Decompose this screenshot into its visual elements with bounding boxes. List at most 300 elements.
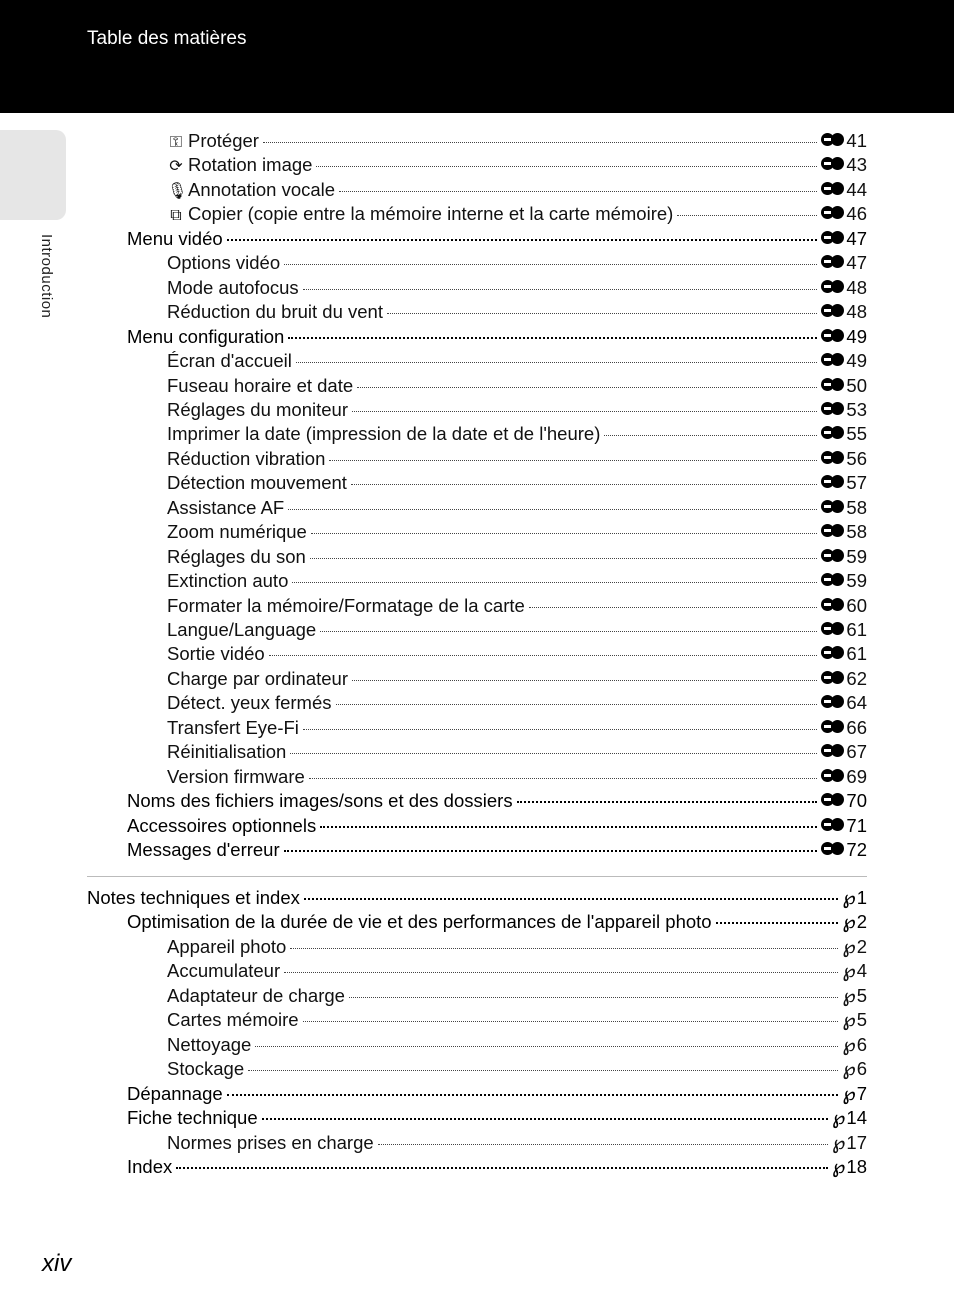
toc-page-number: 58	[846, 521, 867, 543]
toc-entry[interactable]	[167, 717, 867, 741]
toc-entry-label	[167, 1009, 299, 1031]
toc-page-number: 49	[846, 325, 867, 347]
technical-notes-icon: ℘	[842, 936, 856, 958]
toc-page-number: 59	[846, 570, 867, 592]
dot-leader	[349, 996, 839, 998]
toc-page-ref	[842, 911, 867, 934]
toc-page-number: 61	[846, 643, 867, 665]
toc-entry[interactable]	[127, 1107, 867, 1131]
technical-notes-icon: ℘	[842, 1034, 856, 1056]
toc-page-ref	[821, 839, 867, 861]
toc-page-ref	[832, 1107, 867, 1130]
dot-leader	[336, 703, 818, 705]
toc-page-ref	[821, 570, 867, 592]
toc-page-ref	[821, 692, 867, 714]
toc-page-number: 48	[846, 301, 867, 323]
toc-entry-label	[167, 692, 332, 714]
toc-entry-text: Menu vidéo	[127, 227, 223, 249]
toc-page-ref	[821, 448, 867, 470]
toc-page-ref	[842, 985, 867, 1008]
reference-section-icon	[821, 156, 845, 173]
toc-entry[interactable]	[127, 326, 867, 350]
toc-page-ref	[821, 521, 867, 543]
technical-notes-icon: ℘	[842, 912, 856, 934]
toc-entry-text: Détection mouvement	[167, 472, 347, 494]
toc-entry-text: Optimisation de la durée de vie et des performances de l'appareil photo	[127, 911, 712, 933]
toc-entry-text: Index	[127, 1155, 173, 1177]
toc-page-number: 71	[846, 814, 867, 836]
toc-entry[interactable]	[127, 1083, 867, 1107]
toc-entry-label	[167, 277, 299, 299]
toc-page-number: 67	[846, 741, 867, 763]
toc-page-number: 66	[846, 716, 867, 738]
toc-entry-label	[167, 717, 299, 739]
toc-page-ref	[821, 350, 867, 372]
toc-entry-label	[167, 570, 288, 592]
toc-page-number: 43	[846, 154, 867, 176]
toc-entry-label	[127, 1107, 258, 1129]
toc-page-ref	[821, 375, 867, 397]
toc-entry-label	[167, 399, 348, 421]
toc-entry-label	[167, 1058, 244, 1080]
toc-page-ref	[842, 1034, 867, 1057]
reference-section-icon	[821, 132, 845, 149]
toc-page-number: 59	[846, 545, 867, 567]
reference-section-icon	[821, 841, 845, 858]
toc-entry-label	[127, 1156, 172, 1178]
toc-page-ref	[821, 717, 867, 739]
toc-entry[interactable]	[167, 643, 867, 667]
technical-notes-icon: ℘	[842, 1083, 856, 1105]
toc-entry-label	[167, 350, 292, 372]
toc-page-ref	[842, 1009, 867, 1032]
toc-page-number: 49	[846, 350, 867, 372]
dot-leader	[378, 1143, 829, 1145]
microphone-icon: 🎙	[167, 182, 188, 200]
toc-entry-label	[127, 228, 223, 250]
toc-entry-label	[167, 985, 345, 1007]
toc-entry-label	[167, 668, 348, 690]
reference-section-icon	[821, 474, 845, 491]
toc-entry-text: Imprimer la date (impression de la date et de l'heure)	[167, 423, 601, 445]
toc-entry-label	[127, 911, 712, 933]
toc-page-ref	[842, 887, 867, 910]
dot-leader	[296, 361, 818, 363]
reference-section-icon	[821, 523, 845, 540]
technical-notes-icon: ℘	[842, 1010, 856, 1032]
toc-page-number: 46	[846, 203, 867, 225]
dot-leader	[329, 459, 817, 461]
toc-entry[interactable]	[167, 154, 867, 178]
reference-section-icon	[821, 205, 845, 222]
toc-page-number: 18	[846, 1155, 867, 1177]
toc-entry-text: Nettoyage	[167, 1033, 252, 1055]
toc-entry[interactable]	[167, 1034, 867, 1058]
toc-page-ref	[821, 668, 867, 690]
toc-entry[interactable]	[167, 472, 867, 496]
dot-leader	[352, 679, 817, 681]
toc-entry-label	[167, 595, 525, 617]
toc-page-ref	[821, 399, 867, 421]
toc-entry[interactable]	[167, 619, 867, 643]
toc-entry-label	[167, 448, 325, 470]
toc-page-ref	[821, 130, 867, 152]
reference-section-icon	[821, 817, 845, 834]
dot-leader	[311, 532, 818, 534]
toc-entry[interactable]	[167, 692, 867, 716]
toc-page-ref	[821, 766, 867, 788]
reference-section-icon	[821, 303, 845, 320]
toc-entry[interactable]	[167, 936, 867, 960]
toc-page-number: 4	[856, 960, 867, 982]
dot-leader	[288, 508, 817, 510]
toc-page-ref	[821, 741, 867, 763]
dot-leader	[352, 410, 817, 412]
toc-entry[interactable]	[167, 203, 867, 227]
section-tab-label: Introduction	[38, 234, 55, 319]
toc-entry[interactable]	[167, 350, 867, 374]
toc-page-number: 72	[846, 839, 867, 861]
toc-page-ref	[821, 497, 867, 519]
toc-entry-text: Fiche technique	[127, 1107, 258, 1129]
dot-leader	[309, 777, 818, 779]
toc-entry[interactable]	[127, 1156, 867, 1180]
toc-entry[interactable]	[167, 595, 867, 619]
toc-page-number: 60	[846, 594, 867, 616]
toc-page-number: 6	[856, 1033, 867, 1055]
reference-section-icon	[821, 377, 845, 394]
toc-page-number: 57	[846, 472, 867, 494]
toc-entry[interactable]	[167, 668, 867, 692]
toc-page-ref	[821, 154, 867, 176]
toc-page-number: 61	[846, 619, 867, 640]
toc-entry-label	[127, 1083, 223, 1105]
toc-page-ref	[832, 1156, 867, 1179]
dot-leader	[320, 630, 817, 632]
toc-page-ref	[821, 252, 867, 274]
toc-page-ref	[821, 595, 867, 617]
technical-notes-icon: ℘	[842, 888, 856, 909]
toc-page-ref	[842, 960, 867, 983]
toc-page-number: 14	[846, 1107, 867, 1129]
reference-section-icon	[821, 279, 845, 296]
toc-page-ref	[821, 815, 867, 837]
toc-entry[interactable]	[167, 277, 867, 301]
toc-entry-text: Réinitialisation	[167, 741, 287, 763]
dot-leader	[316, 165, 817, 167]
dot-leader	[320, 825, 817, 828]
toc-entry-label	[167, 936, 286, 958]
toc-entry[interactable]	[167, 546, 867, 570]
reference-section-icon	[821, 670, 845, 687]
toc-page-number: 47	[846, 252, 867, 274]
toc-entry-text: Notes techniques et index	[87, 887, 300, 908]
toc-page-number: 2	[856, 935, 867, 957]
toc-entry-label	[127, 326, 284, 348]
reference-section-icon	[821, 621, 845, 638]
toc-page-number: 6	[856, 1058, 867, 1080]
reference-section-icon	[821, 254, 845, 271]
reference-section-icon	[821, 792, 845, 809]
dot-leader	[227, 238, 818, 241]
dot-leader	[288, 336, 817, 339]
reference-section-icon	[821, 230, 845, 247]
toc-entry-label	[167, 497, 284, 519]
toc-entry-text: Fuseau horaire et date	[167, 374, 354, 396]
reference-section-icon	[821, 572, 845, 589]
toc-entry-label	[167, 766, 305, 788]
technical-notes-icon: ℘	[832, 1108, 846, 1130]
toc-page-ref	[821, 423, 867, 445]
toc-page-number: 5	[856, 984, 867, 1006]
toc-page-number: 64	[846, 692, 867, 714]
toc-entry-text: Extinction auto	[167, 570, 289, 592]
dot-leader	[529, 606, 818, 608]
toc-entry[interactable]	[167, 130, 867, 154]
toc-entry-text: Normes prises en charge	[167, 1131, 374, 1153]
toc-entry[interactable]	[167, 570, 867, 594]
toc-entry-label	[167, 1132, 374, 1154]
toc-page-ref	[821, 472, 867, 494]
toc-entry-label	[167, 154, 312, 176]
reference-section-icon	[821, 450, 845, 467]
toc-entry-label	[127, 839, 280, 861]
toc-page-ref	[842, 936, 867, 959]
reference-section-icon	[821, 181, 845, 198]
toc-entry-label	[167, 643, 265, 665]
toc-entry-label	[167, 619, 316, 641]
copy-icon: ⧉	[170, 207, 182, 225]
toc-entry-text: Dépannage	[127, 1082, 223, 1104]
dot-leader	[176, 1166, 828, 1169]
dot-leader	[262, 1117, 829, 1120]
toc-entry[interactable]	[87, 887, 867, 911]
toc-entry[interactable]	[167, 960, 867, 984]
toc-entry-text: Détect. yeux fermés	[167, 692, 332, 714]
toc-page-ref	[821, 619, 867, 641]
reference-section-icon	[821, 425, 845, 442]
toc-page-number: 69	[846, 765, 867, 787]
toc-page-ref	[821, 790, 867, 812]
toc-entry-label	[167, 546, 306, 568]
toc-entry-text: Assistance AF	[167, 496, 285, 518]
reference-section-icon	[821, 352, 845, 369]
reference-section-icon	[821, 694, 845, 711]
toc-entry-label	[127, 790, 513, 812]
dot-leader	[227, 1093, 839, 1096]
dot-leader	[284, 849, 818, 852]
toc-page-number: 7	[856, 1082, 867, 1104]
toc-page-number: 44	[846, 178, 867, 200]
dot-leader	[290, 752, 817, 754]
reference-section-icon	[821, 499, 845, 516]
toc-entry-text: Transfert Eye-Fi	[167, 716, 299, 738]
dot-leader	[303, 728, 818, 730]
dot-leader	[303, 1020, 839, 1022]
reference-section-icon	[821, 768, 845, 785]
toc-entry[interactable]	[167, 766, 867, 790]
toc-page-number: 5	[856, 1009, 867, 1031]
section-tab	[0, 130, 66, 220]
dot-leader	[517, 800, 818, 803]
toc-entry-text: Accessoires optionnels	[127, 814, 317, 836]
toc-entry-label	[87, 887, 300, 909]
dot-leader	[263, 141, 817, 143]
toc-entry[interactable]	[167, 448, 867, 472]
toc-entry-text: Charge par ordinateur	[167, 667, 348, 689]
toc-entry-text: Protéger	[188, 130, 259, 151]
toc-entry-text: Copier (copie entre la mémoire interne et la carte mémoire)	[188, 203, 674, 225]
header-title: Table des matières	[87, 28, 247, 49]
toc-page-number: 17	[846, 1131, 867, 1153]
toc-page-number: 55	[846, 423, 867, 445]
dot-leader	[303, 288, 818, 290]
technical-notes-icon: ℘	[842, 985, 856, 1007]
toc-page-ref	[832, 1132, 867, 1155]
dot-leader	[339, 190, 817, 192]
toc-entry-text: Sortie vidéo	[167, 643, 265, 665]
reference-section-icon	[821, 719, 845, 736]
toc-entry-label	[167, 741, 286, 763]
toc-entry[interactable]	[167, 1058, 867, 1082]
toc-entry-label	[167, 375, 353, 397]
toc-entry[interactable]	[167, 179, 867, 203]
reference-section-icon	[821, 743, 845, 760]
toc-entry-label	[127, 815, 316, 837]
toc-entry-label	[167, 203, 673, 225]
dot-leader	[677, 214, 817, 216]
rotate-icon: ⟳	[169, 158, 183, 176]
toc-entry-label	[167, 130, 259, 152]
toc-entry-text: Écran d'accueil	[167, 350, 292, 372]
toc-entry[interactable]	[167, 301, 867, 325]
technical-notes-icon: ℘	[842, 961, 856, 983]
toc-entry[interactable]	[127, 228, 867, 252]
toc-entry[interactable]	[167, 521, 867, 545]
toc-entry-text: Réglages du son	[167, 545, 306, 567]
dot-leader	[255, 1045, 838, 1047]
toc-entry-text: Version firmware	[167, 765, 305, 787]
toc-page-number: 62	[846, 667, 867, 689]
toc-entry-text: Adaptateur de charge	[167, 984, 345, 1006]
toc-page-number: 50	[846, 374, 867, 396]
dot-leader	[292, 581, 817, 583]
toc-entry-text: Annotation vocale	[188, 178, 336, 200]
toc-entry-text: Rotation image	[188, 154, 313, 176]
toc-entry-text: Stockage	[167, 1058, 245, 1080]
reference-section-icon	[821, 401, 845, 418]
toc-entry[interactable]	[167, 1132, 867, 1156]
toc-entry-label	[167, 301, 383, 323]
toc-entry-text: Noms des fichiers images/sons et des dossiers	[127, 790, 513, 812]
toc-entry-text: Formater la mémoire/Formatage de la carte	[167, 594, 525, 616]
toc-page-number: 70	[846, 790, 867, 812]
toc-page-ref	[821, 301, 867, 323]
toc-page-number: 58	[846, 496, 867, 518]
key-icon: ⚿	[169, 134, 183, 151]
toc-entry[interactable]	[127, 815, 867, 839]
toc-entry-label	[167, 960, 280, 982]
toc-page-ref	[821, 643, 867, 665]
dot-leader	[284, 971, 838, 973]
toc-entry-label	[167, 179, 335, 201]
dot-leader	[290, 947, 838, 949]
toc-entry[interactable]	[127, 839, 867, 863]
reference-section-icon	[821, 328, 845, 345]
reference-section-icon	[821, 597, 845, 614]
toc-entry-label	[167, 252, 280, 274]
technical-notes-icon: ℘	[842, 1059, 856, 1081]
toc-entry-text: Réduction vibration	[167, 447, 326, 469]
toc-entry[interactable]	[127, 790, 867, 814]
dot-leader	[269, 654, 818, 656]
toc-entry-text: Accumulateur	[167, 960, 281, 982]
toc-entry-text: Appareil photo	[167, 935, 287, 957]
toc-page-ref	[821, 326, 867, 348]
toc-entry[interactable]	[167, 423, 867, 447]
toc-entry[interactable]	[167, 399, 867, 423]
toc-entry[interactable]	[167, 1009, 867, 1033]
technical-notes-icon: ℘	[832, 1156, 846, 1178]
reference-section-icon	[821, 548, 845, 565]
toc-entry-text: Messages d'erreur	[127, 839, 280, 861]
toc-entry-text: Réglages du moniteur	[167, 398, 348, 420]
toc-entry-label	[167, 472, 347, 494]
toc-entry[interactable]	[167, 741, 867, 765]
dot-leader	[716, 921, 839, 924]
toc-page-number: 1	[856, 887, 867, 908]
toc-entry-text: Langue/Language	[167, 619, 317, 640]
toc-entry-text: Menu configuration	[127, 325, 285, 347]
page-number: xiv	[42, 1250, 72, 1277]
dot-leader	[604, 434, 817, 436]
toc-entry-text: Zoom numérique	[167, 521, 307, 543]
toc-page-number: 53	[846, 398, 867, 420]
toc-entry-label	[167, 1034, 251, 1056]
page-header	[0, 0, 954, 113]
dot-leader	[387, 312, 817, 314]
section-divider	[87, 876, 867, 877]
dot-leader	[284, 263, 817, 265]
toc-entry[interactable]	[167, 985, 867, 1009]
dot-leader	[310, 557, 818, 559]
toc-entry-text: Options vidéo	[167, 252, 281, 274]
toc-entry-text: Cartes mémoire	[167, 1009, 299, 1031]
toc-entry-label	[167, 423, 600, 445]
toc-page-ref	[821, 277, 867, 299]
toc-entry-text: Réduction du bruit du vent	[167, 301, 383, 323]
toc-page-ref	[821, 203, 867, 225]
dot-leader	[351, 483, 817, 485]
toc-page-ref	[821, 179, 867, 201]
dot-leader	[248, 1069, 838, 1071]
toc-page-number: 56	[846, 447, 867, 469]
dot-leader	[304, 897, 839, 900]
toc-entry[interactable]	[127, 911, 867, 935]
reference-section-icon	[821, 645, 845, 662]
toc-entry[interactable]	[167, 375, 867, 399]
toc-page-ref	[842, 1083, 867, 1106]
toc-page-number: 2	[856, 911, 867, 933]
dot-leader	[357, 386, 817, 388]
toc-page-ref	[842, 1058, 867, 1081]
toc-page-number: 41	[846, 130, 867, 151]
toc-entry[interactable]	[167, 252, 867, 276]
toc-entry[interactable]	[167, 497, 867, 521]
toc-page-number: 47	[846, 227, 867, 249]
toc-page-number: 48	[846, 276, 867, 298]
toc-page-ref	[821, 546, 867, 568]
